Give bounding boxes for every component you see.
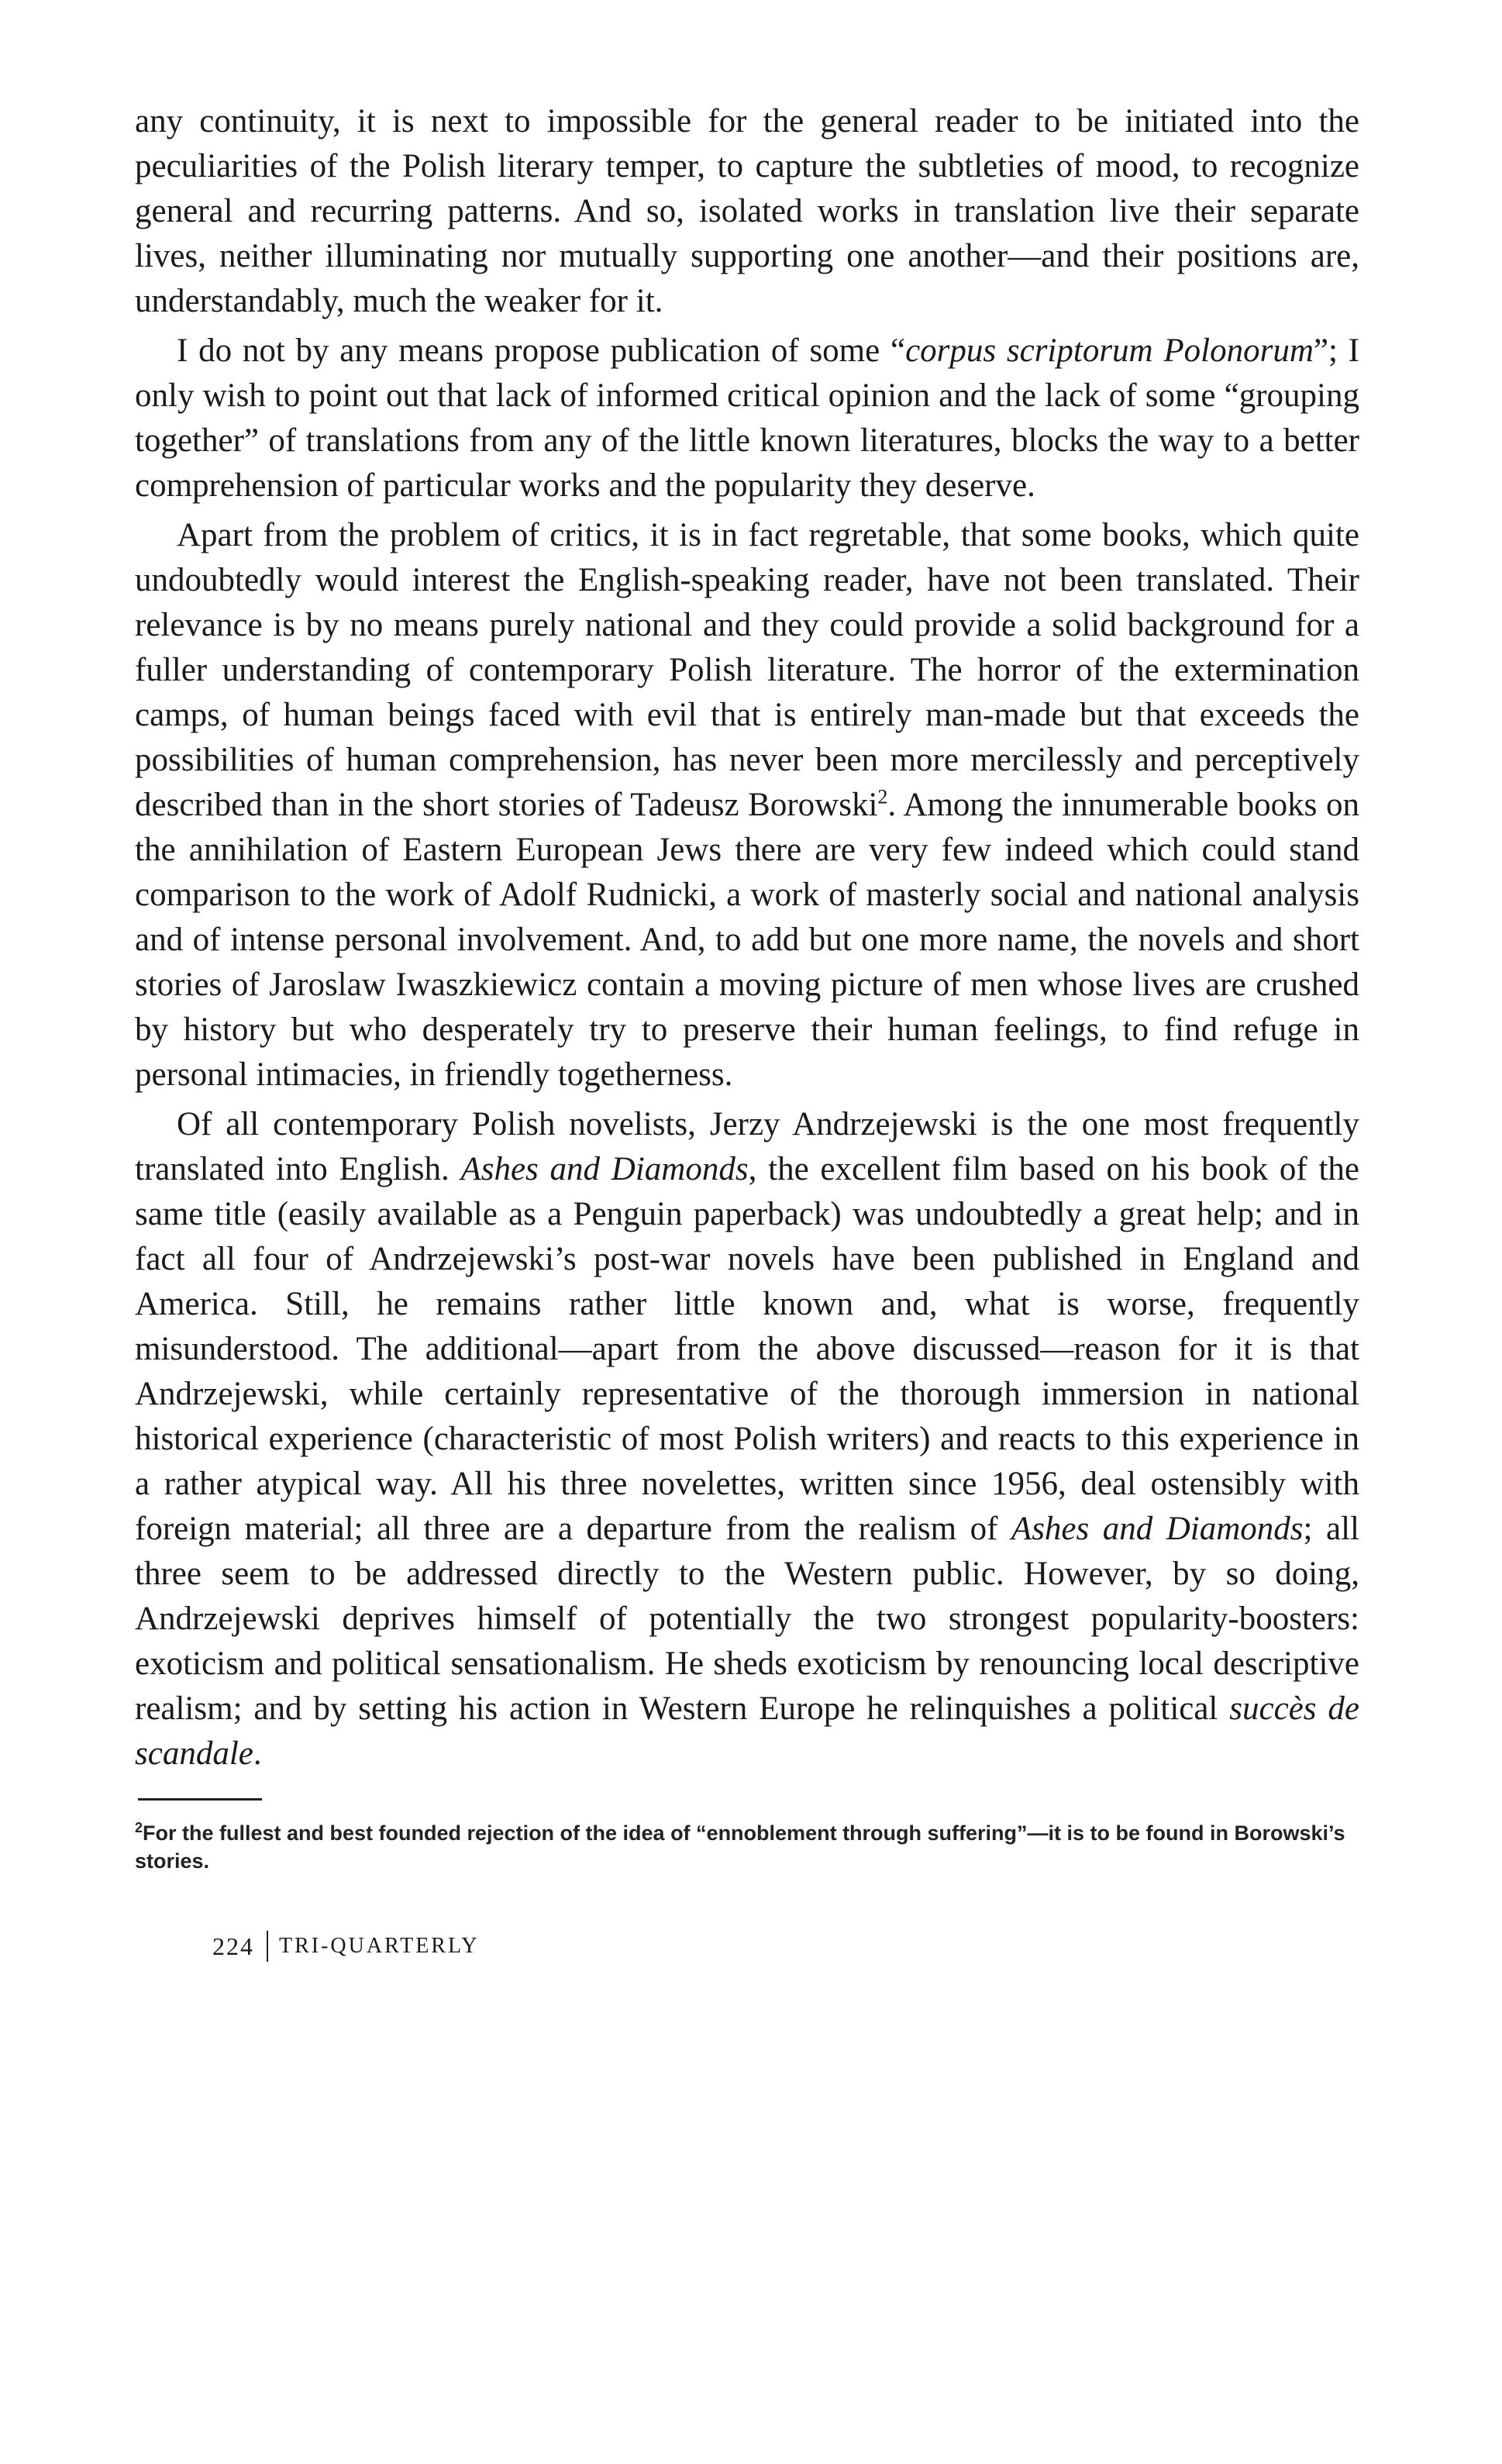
paragraph-text: I do not by any means propose publication of some “ (177, 333, 906, 369)
paragraph (135, 1102, 1359, 1776)
italic-title: succès de scandale (135, 1690, 1360, 1772)
italic-title: Ashes and Diamonds (460, 1151, 749, 1187)
paragraph (135, 329, 1359, 508)
paragraph-text: Of all contemporary Polish novelists, Jerzy Andrzejewski is the one most frequently translated into English. (135, 1106, 1359, 1187)
paragraph-text: , the excellent film based on his book of the same title (easily available as a Penguin paperback) was undoubtedly a great help; and in fact all four of Andrzejewski’s post-war novels have been published in England and America. Still, he remains rather little known and, what is worse, frequently misunderstood. The additional—apart from the above discussed—reason for it is that Andrzejewski, while certainly representative of the thorough immersion in national historical experience (characteristic of most Polish writers) and reacts to this experience in a rather atypical way. All his three novelettes, written since 1956, deal ostensibly with foreign material; all three are a departure from the realism of (135, 1151, 1360, 1547)
footnote-reference: 2 (877, 785, 888, 808)
paragraph-text: ”; I only wish to point out that lack of informed critical opinion and the lack of some “grouping together” of translations from any of the little known literatures, blocks the way to a better comprehension of particular works and the popularity they deserve. (135, 333, 1359, 504)
page-footer (212, 1931, 1359, 1962)
paragraph (135, 513, 1359, 1098)
paragraph-text: Apart from the problem of critics, it is in fact regretable, that some books, which quite undoubtedly would interest the English-speaking reader, have not been translated. Their relevance is by no means purely national and they could provide a solid background for a fuller understanding of contemporary Polish literature. The horror of the extermination camps, of human beings faced with evil that is entirely man-made but that exceeds the possibilities of human comprehension, has never been more mercilessly and perceptively described than in the short stories of Tadeusz Borowski (135, 517, 1359, 823)
footnote-marker: 2 (135, 1820, 143, 1835)
paragraph-text: . (253, 1735, 262, 1772)
page-body (135, 99, 1359, 1962)
footnote-rule (138, 1798, 262, 1801)
italic-title: Ashes and Diamonds (1011, 1511, 1304, 1547)
paragraph-text: . Among the innumerable books on the annihilation of Eastern European Jews there are very few indeed which could stand comparison to the work of Adolf Rudnicki, a work of masterly social and national analysis and of intense personal involvement. And, to add but one more name, the novels and short stories of Jaroslaw Iwaszkiewicz contain a moving picture of men whose lives are crushed by history but who desperately try to preserve their human feelings, to find refuge in personal intimacies, in friendly togetherness. (135, 787, 1359, 1093)
page-number: 224 (212, 1932, 254, 1960)
italic-title: corpus scriptorum Polonorum (905, 333, 1314, 369)
footnote (135, 1819, 1359, 1875)
paragraph (135, 99, 1359, 324)
footer-divider (267, 1931, 268, 1962)
article-text (135, 99, 1359, 1776)
paragraph-text: ; all three seem to be addressed directly to the Western public. However, by so doing, Andrzejewski deprives himself of potentially the two strongest popularity-boosters: exoticism and political sensationalism. He sheds exoticism by renouncing local descriptive realism; and by setting his action in Western Europe he relinquishes a political (135, 1511, 1359, 1727)
paragraph-text: any continuity, it is next to impossible for the general reader to be initiated into the peculiarities of the Polish literary temper, to capture the subtleties of mood, to recognize general and recurring patterns. And so, isolated works in translation live their separate lives, neither illuminating nor mutually supporting one another—and their positions are, understandably, much the weaker for it. (135, 103, 1359, 319)
journal-name: TRI-QUARTERLY (279, 1934, 480, 1958)
footnote-text: For the fullest and best founded rejection of the idea of “ennoblement through suffering”—it is to be found in Borowski’s stories. (135, 1821, 1345, 1873)
